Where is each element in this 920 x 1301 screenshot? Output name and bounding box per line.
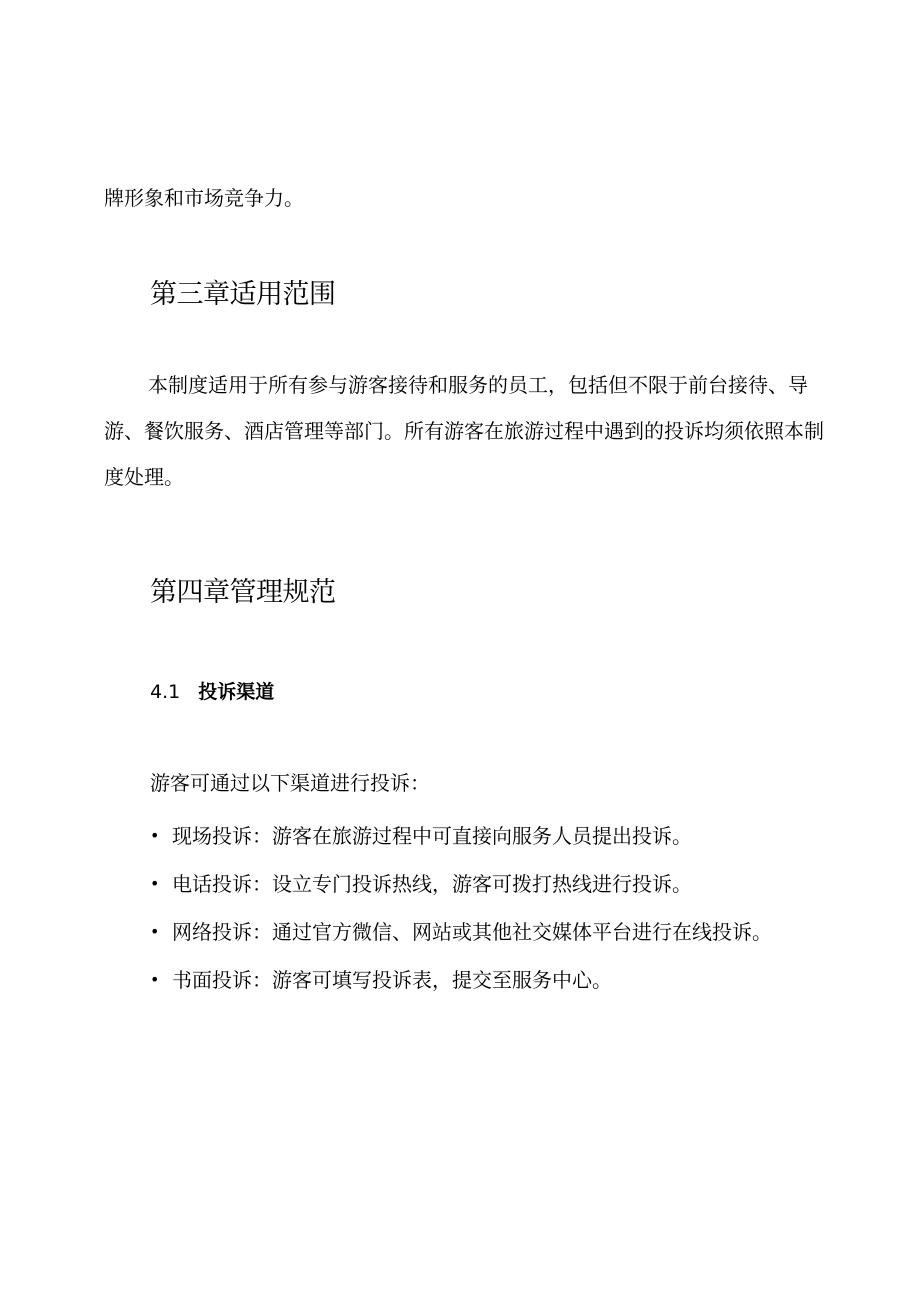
list-item-text: 现场投诉：游客在旅游过程中可直接向服务人员提出投诉。 [172,824,692,848]
list-item [150,956,772,1004]
list-item-text: 网络投诉：通过官方微信、网站或其他社交媒体平台进行在线投诉。 [172,920,772,944]
section-label: 投诉渠道 [198,681,275,703]
list-item [150,860,772,908]
complaint-channel-list [150,812,772,1004]
chapter-4-heading: 第四章管理规范 [150,577,336,608]
list-item [150,908,772,956]
section-4-1-heading [150,677,274,704]
list-item-text: 电话投诉：设立专门投诉热线，游客可拨打热线进行投诉。 [172,872,692,896]
bullet-icon: • [150,970,160,989]
list-item-text: 书面投诉：游客可填写投诉表，提交至服务中心。 [172,968,612,992]
bullet-icon: • [150,922,160,941]
continuation-paragraph: 牌形象和市场竞争力。 [104,186,304,210]
bullet-icon: • [150,874,160,893]
bullet-icon: • [150,826,160,845]
channels-intro: 游客可通过以下渠道进行投诉： [150,771,430,795]
chapter-3-heading: 第三章适用范围 [150,279,336,310]
list-item [150,812,772,860]
chapter-3-body-paragraph: 本制度适用于所有参与游客接待和服务的员工，包括但不限于前台接待、导游、餐饮服务、酒店管理等部门。所有游客在旅游过程中遇到的投诉均须依照本制度处理。 [104,373,824,489]
section-number: 4.1 [150,681,181,703]
